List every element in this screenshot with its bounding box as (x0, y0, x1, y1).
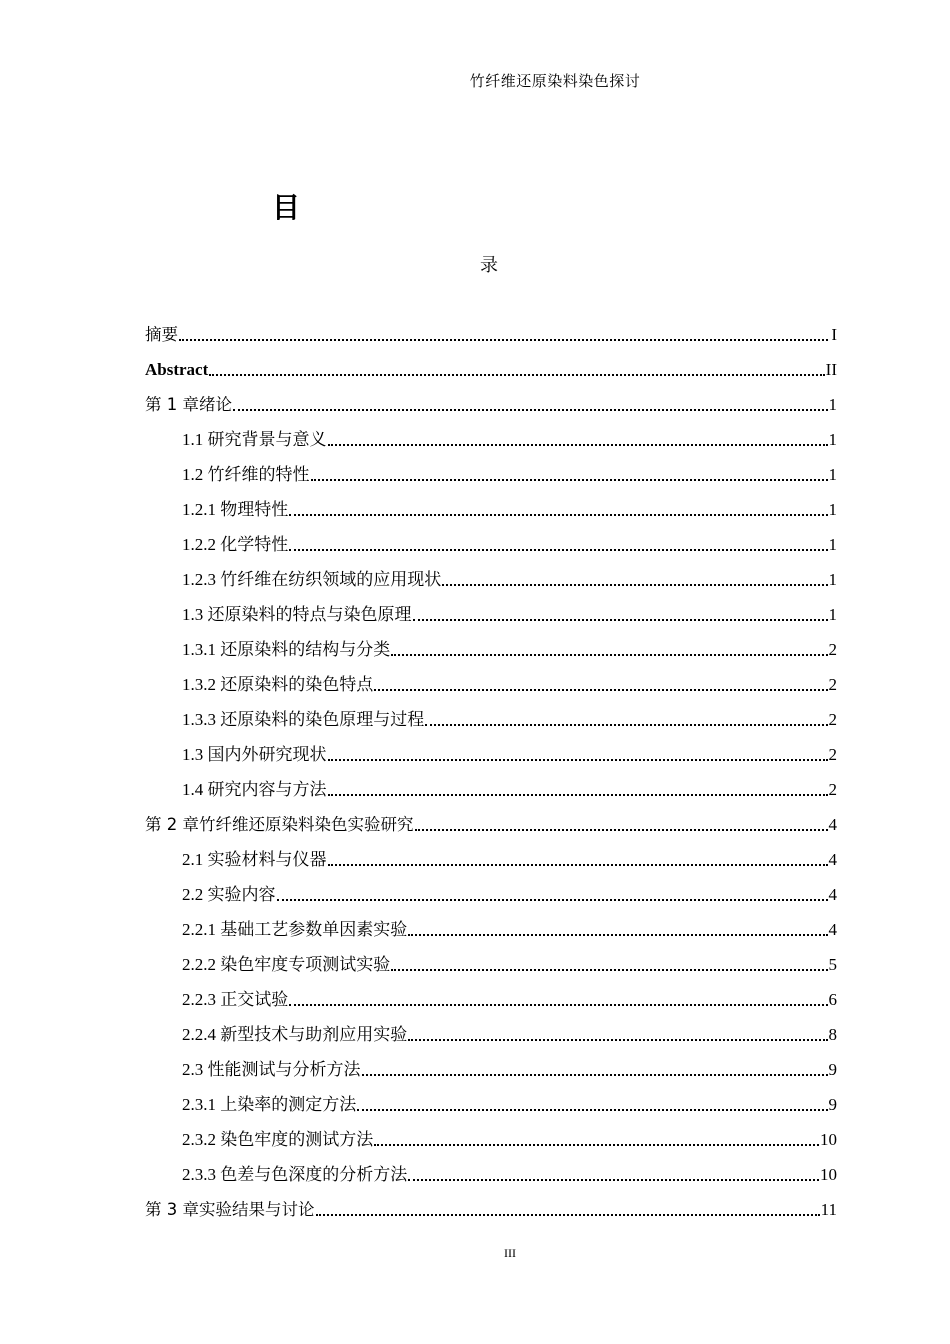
toc-entry-page: 8 (828, 1025, 837, 1044)
toc-entry-title: 2.3.3 色差与色深度的分析方法 (182, 1165, 408, 1184)
toc-entry-title: 1.1 研究背景与意义 (182, 430, 327, 449)
toc-entry-title: 2.1 实验材料与仪器 (182, 850, 327, 869)
toc-entry-title: 1.3.1 还原染料的结构与分类 (182, 640, 391, 659)
page-number-footer: III (504, 1246, 516, 1260)
toc-entry-title: 1.2.2 化学特性 (182, 535, 289, 554)
toc-dot-leader (289, 502, 827, 516)
toc-dot-leader (408, 1167, 819, 1181)
toc-entry-title: 2.2.4 新型技术与助剂应用实验 (182, 1025, 408, 1044)
toc-entry-page: 1 (828, 570, 837, 589)
toc-entry-page: 4 (828, 920, 837, 939)
toc-entry[interactable] (145, 415, 837, 450)
toc-dot-leader (328, 852, 828, 866)
toc-dot-leader (391, 957, 827, 971)
toc-entry[interactable] (145, 590, 837, 625)
toc-dot-leader (374, 1132, 819, 1146)
toc-entry-page: 2 (828, 675, 837, 694)
toc-entry[interactable] (145, 380, 837, 415)
toc-dot-leader (311, 467, 828, 481)
toc-dot-leader (316, 1202, 820, 1216)
toc-dot-leader (374, 677, 827, 691)
toc-title-first-char: 目 (272, 191, 301, 224)
toc-dot-leader (425, 712, 827, 726)
toc-entry[interactable] (145, 1150, 837, 1185)
toc-dot-leader (415, 817, 828, 831)
toc-dot-leader (233, 397, 828, 411)
toc-entry[interactable] (145, 1010, 837, 1045)
toc-entry[interactable] (145, 905, 837, 940)
toc-dot-leader (277, 887, 828, 901)
toc-entry[interactable] (145, 800, 837, 835)
toc-entry-page: 4 (828, 885, 837, 904)
toc-entry-title: 2.3 性能测试与分析方法 (182, 1060, 361, 1079)
toc-entry[interactable] (145, 730, 837, 765)
toc-entry[interactable] (145, 695, 837, 730)
toc-entry-page: 6 (828, 990, 837, 1009)
toc-dot-leader (391, 642, 827, 656)
toc-entry-title: 1.2.1 物理特性 (182, 500, 289, 519)
toc-dot-leader (328, 432, 828, 446)
toc-entry-page: 11 (820, 1200, 837, 1219)
toc-entry-page: 4 (828, 815, 837, 834)
toc-dot-leader (289, 992, 827, 1006)
toc-entry-title: 1.3 还原染料的特点与染色原理 (182, 605, 412, 624)
toc-entry-title: 1.3.3 还原染料的染色原理与过程 (182, 710, 425, 729)
toc-entry-title: 2.3.1 上染率的测定方法 (182, 1095, 357, 1114)
toc-entry[interactable] (145, 1080, 837, 1115)
toc-entry-page: 9 (828, 1095, 837, 1114)
toc-entry-title: 摘要 (145, 325, 178, 344)
toc-entry-title: 2.2.1 基础工艺参数单因素实验 (182, 920, 408, 939)
toc-entry[interactable] (145, 1185, 837, 1220)
toc-entry-page: 1 (828, 535, 837, 554)
toc-entry-title: 2.2.2 染色牢度专项测试实验 (182, 955, 391, 974)
toc-entry-page: 4 (828, 850, 837, 869)
toc-entry-page: 2 (828, 640, 837, 659)
toc-entry[interactable] (145, 870, 837, 905)
toc-entry-title: Abstract (145, 360, 209, 379)
toc-entry[interactable] (145, 310, 837, 345)
toc-entry[interactable] (145, 345, 837, 380)
toc-entry-title: 第 1 章绪论 (145, 395, 232, 414)
toc-entry-page: 9 (828, 1060, 837, 1079)
toc-dot-leader (408, 1027, 827, 1041)
toc-entry[interactable] (145, 835, 837, 870)
toc-entry-page: 2 (828, 710, 837, 729)
toc-entry-title: 2.2.3 正交试验 (182, 990, 289, 1009)
toc-entry-title: 1.2 竹纤维的特性 (182, 465, 310, 484)
toc-entry[interactable] (145, 555, 837, 590)
toc-entry-page: 2 (828, 780, 837, 799)
toc-entry[interactable] (145, 485, 837, 520)
toc-dot-leader (413, 607, 828, 621)
toc-entry-page: 1 (828, 395, 837, 414)
toc-title-second-char: 录 (480, 255, 498, 275)
toc-entry-page: 5 (828, 955, 837, 974)
toc-dot-leader (362, 1062, 828, 1076)
toc-entry-page: II (825, 360, 837, 379)
toc-entry-page: 2 (828, 745, 837, 764)
toc-entry-title: 2.2 实验内容 (182, 885, 276, 904)
toc-entry[interactable] (145, 1045, 837, 1080)
toc-entry-page: 1 (828, 605, 837, 624)
toc-entry-title: 1.3.2 还原染料的染色特点 (182, 675, 374, 694)
toc-dot-leader (328, 782, 828, 796)
toc-entry-page: I (831, 325, 837, 344)
toc-entry-page: 1 (828, 465, 837, 484)
toc-entry-page: 1 (828, 430, 837, 449)
toc-entry-title: 第 2 章竹纤维还原染料染色实验研究 (145, 815, 414, 834)
toc-entry-title: 1.3 国内外研究现状 (182, 745, 327, 764)
toc-dot-leader (179, 327, 828, 341)
toc-dot-leader (328, 747, 828, 761)
toc-dot-leader (408, 922, 827, 936)
toc-entry[interactable] (145, 975, 837, 1010)
toc-entry[interactable] (145, 520, 837, 555)
toc-entry[interactable] (145, 1115, 837, 1150)
toc-dot-leader (209, 362, 824, 376)
toc-entry-page: 1 (828, 500, 837, 519)
toc-dot-leader (289, 537, 827, 551)
toc-dot-leader (357, 1097, 827, 1111)
toc-entry-page: 10 (820, 1130, 837, 1149)
toc-entry[interactable] (145, 765, 837, 800)
running-header: 竹纤维还原染料染色探讨 (469, 74, 641, 90)
toc-entry[interactable] (145, 450, 837, 485)
toc-entry[interactable] (145, 625, 837, 660)
toc-entry-title: 2.3.2 染色牢度的测试方法 (182, 1130, 374, 1149)
toc-entry-title: 第 3 章实验结果与讨论 (145, 1200, 315, 1219)
toc-entry[interactable] (145, 660, 837, 695)
toc-entry-title: 1.2.3 竹纤维在纺织领域的应用现状 (182, 570, 442, 589)
toc-entry[interactable] (145, 940, 837, 975)
toc-entry-page: 10 (820, 1165, 837, 1184)
toc-entry-title: 1.4 研究内容与方法 (182, 780, 327, 799)
toc-dot-leader (442, 572, 827, 586)
table-of-contents (145, 310, 837, 1220)
